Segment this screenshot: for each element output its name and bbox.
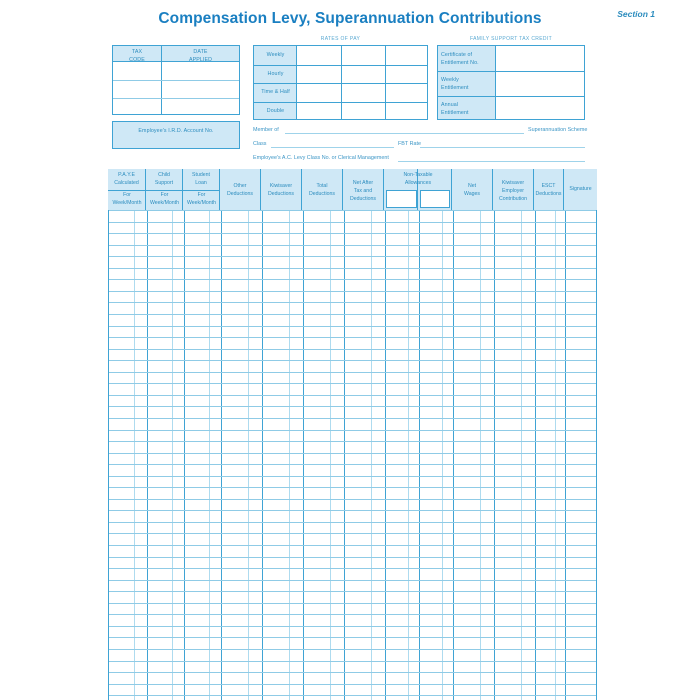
title-line2: Deductions [535, 190, 562, 197]
ledger-row-rule[interactable] [109, 672, 596, 673]
ledger-grid-layer [108, 210, 597, 700]
rates-row-divider-3 [254, 102, 427, 103]
title-line1: Other [233, 183, 247, 189]
ledger-row-rule[interactable] [109, 568, 596, 569]
title-line2: Deductions [227, 190, 253, 197]
ledger-row-rule[interactable] [109, 649, 596, 650]
title-line1: P.A.Y.E [118, 172, 135, 178]
ird-account-label: Employee's I.R.D. Account No. [138, 128, 214, 134]
ledger-row-rule[interactable] [109, 314, 596, 315]
title-line1: Total [316, 183, 328, 189]
sub-line2: Week/Month [149, 199, 180, 206]
rates-of-pay-caption: RATES OF PAY [320, 36, 361, 42]
ledger-row-rule[interactable] [109, 614, 596, 615]
ac-levy-class-label: Employee's A.C. Levy Class No. or Clerical Management [253, 155, 389, 161]
ledger-row-rule[interactable] [109, 476, 596, 477]
ledger-row-rule[interactable] [109, 510, 596, 511]
ledger-row-rule[interactable] [109, 210, 596, 211]
rates-of-pay-box [253, 45, 428, 120]
ledger-column-title-signature [564, 186, 597, 194]
page-title: Compensation Levy, Superannuation Contributions [158, 10, 542, 27]
ledger-row-rule[interactable] [109, 522, 596, 523]
ledger-row-rule[interactable] [109, 487, 596, 488]
ledger-column-header-child-support [146, 169, 183, 210]
rates-row-label-time-and-half: Time & Half [261, 89, 290, 96]
sub-line1: For [197, 192, 206, 198]
ledger-row-rule[interactable] [109, 684, 596, 685]
family-support-label-weekly [441, 77, 496, 92]
title-line2: Deductions [309, 190, 335, 197]
ledger-row-rule[interactable] [109, 499, 596, 500]
title-line2: Tax and [353, 187, 373, 194]
ledger-row-rule[interactable] [109, 337, 596, 338]
ledger-column-title-net-wages [452, 183, 492, 199]
family-support-label-certificate [441, 52, 496, 67]
ledger-column-title-total-deductions [302, 183, 342, 199]
ledger-column-subheader-child-support [146, 190, 183, 210]
ledger-row-rule[interactable] [109, 222, 596, 223]
ledger-column-header-total-deductions [302, 169, 343, 210]
title-line1: Net [467, 183, 477, 189]
ledger-column-header-other-deductions [220, 169, 261, 210]
ledger-row-rule[interactable] [109, 591, 596, 592]
title-line1: Net After [352, 180, 374, 186]
rates-row-divider-1 [254, 65, 427, 66]
ledger-row-rule[interactable] [109, 302, 596, 303]
ledger-row-rule[interactable] [109, 441, 596, 442]
non-taxable-allowance-subbox-1[interactable] [386, 190, 417, 208]
ledger-row-rule[interactable] [109, 464, 596, 465]
class-input-line[interactable] [271, 147, 394, 148]
ledger-column-header-esct-deductions [534, 169, 564, 210]
ledger-column-title-student-loan [183, 172, 219, 188]
sub-line1: For [160, 192, 169, 198]
date-applied-header-line1: DATE [193, 49, 208, 55]
tax-code-header-label [113, 49, 161, 64]
ledger-column-header-net-after-tax [343, 169, 384, 210]
ledger-column-title-paye [108, 172, 145, 188]
ledger-row-rule[interactable] [109, 626, 596, 627]
ledger-column-title-kiwisaver-deductions [261, 183, 301, 199]
ledger-row-rule[interactable] [109, 326, 596, 327]
ledger-column-subheader-student-loan [183, 190, 220, 210]
ledger-row-rule[interactable] [109, 233, 596, 234]
ledger-column-title-net-after-tax [343, 180, 383, 203]
ledger-row-rule[interactable] [109, 268, 596, 269]
title-line1: Child [158, 172, 170, 178]
ledger-column-header-kiwisaver-employer-contribution [493, 169, 534, 210]
family-support-box [437, 45, 585, 120]
title-line1: Kiwisaver [269, 183, 293, 189]
ledger-row-rule[interactable] [109, 349, 596, 350]
ledger-row-rule[interactable] [109, 453, 596, 454]
ledger-column-header-paye [108, 169, 146, 210]
ledger-row-rule[interactable] [109, 533, 596, 534]
ledger-row-rule[interactable] [109, 256, 596, 257]
ledger-row-rule[interactable] [109, 279, 596, 280]
ledger-row-rule[interactable] [109, 637, 596, 638]
rates-row-divider-2 [254, 83, 427, 84]
ledger-column-header-kiwisaver-deductions [261, 169, 302, 210]
title-line1: Student [192, 172, 210, 178]
section-label: Section 1 [617, 9, 655, 19]
tax-code-row-divider-2 [113, 98, 239, 99]
ledger-row-rule[interactable] [109, 383, 596, 384]
fbt-rate-label: FBT Rate [398, 141, 421, 147]
non-taxable-allowance-subbox-2[interactable] [420, 190, 450, 208]
ledger-row-rule[interactable] [109, 580, 596, 581]
ledger-column-header-student-loan [183, 169, 220, 210]
ledger-row-rule[interactable] [109, 418, 596, 419]
ledger-column-title-other-deductions [220, 183, 260, 199]
tax-code-header-line1: TAX [131, 49, 143, 55]
title-line2: Loan [195, 179, 207, 186]
class-label: Class [253, 141, 267, 147]
title-line2: Calculated [114, 179, 139, 186]
ledger-row-rule[interactable] [109, 395, 596, 396]
ledger-row-rule[interactable] [109, 695, 596, 696]
superannuation-scheme-label: Superannuation Scheme [528, 127, 588, 133]
annual-ent-label-line1: Annual [441, 102, 459, 108]
sub-line2: Week/Month [112, 199, 142, 206]
rates-row-label-weekly: Weekly [266, 52, 285, 58]
weekly-ent-label-line2: Entitlement [441, 84, 469, 91]
title-line1: Signature [569, 186, 592, 192]
ledger-row-rule[interactable] [109, 360, 596, 361]
cert-label-line2: Entitlement No. [441, 59, 479, 66]
ledger-column-title-esct-deductions [534, 183, 563, 199]
annual-ent-label-line2: Entitlement [441, 109, 469, 116]
ledger-row-rule[interactable] [109, 245, 596, 246]
title-line3: Contribution [499, 195, 527, 202]
title-line2: Wages [464, 190, 480, 197]
sub-line2: Week/Month [186, 199, 217, 206]
family-support-label-annual [441, 102, 496, 117]
weekly-ent-label-line1: Weekly [441, 77, 459, 83]
tax-code-header-line2: CODE [129, 56, 145, 63]
cert-label-line1: Certificate of [441, 52, 473, 58]
tax-code-row-divider-1 [113, 80, 239, 81]
ledger-column-subheader-paye [108, 190, 146, 210]
ledger-column-header-signature [564, 169, 597, 210]
rates-row-label-double: Double [266, 108, 285, 115]
title-line3: Deductions [350, 195, 376, 202]
ledger-column-title-kiwisaver-employer-contribution [493, 180, 533, 203]
ledger-row-rule[interactable] [109, 603, 596, 604]
family-support-row-divider-2 [438, 96, 584, 97]
ledger-row-rule[interactable] [109, 430, 596, 431]
title-line1: ESCT [541, 183, 556, 189]
ledger-row-rule[interactable] [109, 557, 596, 558]
sub-line1: For [123, 192, 131, 198]
ledger-row-rule[interactable] [109, 406, 596, 407]
date-applied-header-label [161, 49, 240, 64]
member-of-input-line[interactable] [285, 133, 524, 134]
title-line1: Kiwisaver [501, 180, 525, 186]
ledger-row-rule[interactable] [109, 545, 596, 546]
family-support-row-divider-1 [438, 71, 584, 72]
ledger-header-layer [108, 169, 597, 210]
ledger-column-header-net-wages [452, 169, 493, 210]
ledger-group-header-non-taxable-allowances [384, 172, 452, 188]
title-line2: Support [154, 179, 174, 186]
rates-row-label-hourly: Hourly [267, 70, 284, 77]
group-line2: Allowances [404, 179, 432, 186]
title-line2: Employer [502, 187, 524, 194]
member-of-label: Member of [253, 127, 279, 133]
group-line1: Non-Taxable [403, 172, 433, 178]
ird-account-box[interactable] [112, 121, 240, 149]
ledger-row-rule[interactable] [109, 661, 596, 662]
ledger-row-rule[interactable] [109, 372, 596, 373]
date-applied-header-line2: APPLIED [188, 56, 213, 63]
ledger-column-title-child-support [146, 172, 182, 188]
ledger-row-rule[interactable] [109, 291, 596, 292]
title-line2: Deductions [268, 190, 294, 197]
tax-code-box [112, 45, 240, 115]
fbt-rate-input-line[interactable] [420, 147, 585, 148]
family-support-caption: FAMILY SUPPORT TAX CREDIT [469, 36, 553, 42]
payroll-ledger-table [108, 169, 597, 700]
ac-levy-class-input-line[interactable] [398, 161, 585, 162]
